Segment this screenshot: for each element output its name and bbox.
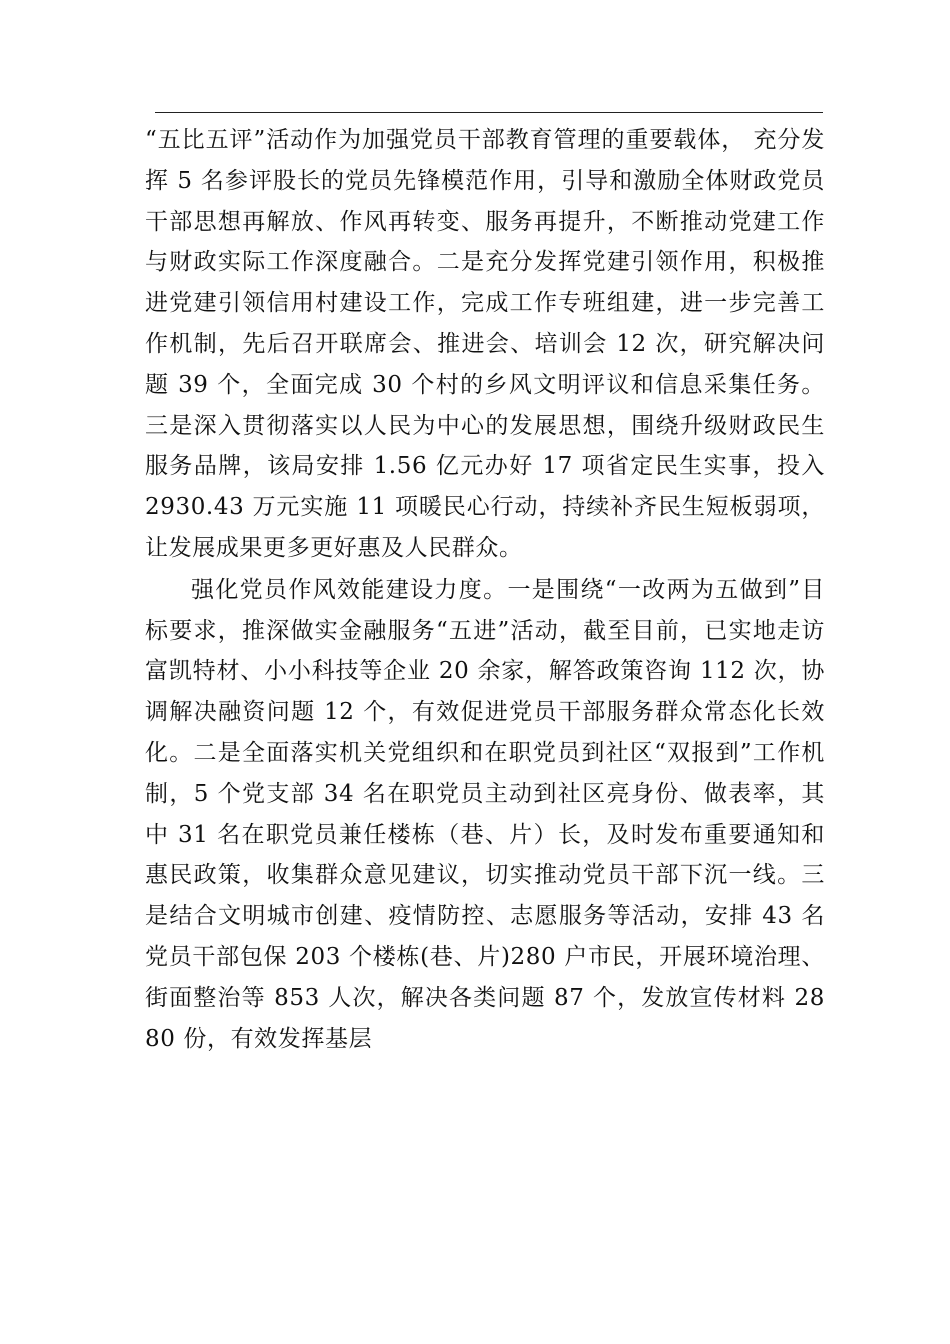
header-rule (155, 112, 823, 113)
paragraph-party-building: “五比五评”活动作为加强党员干部教育管理的重要载体， 充分发挥 5 名参评股长的党员先锋模范作用，引导和激励全体财政党员干部思想再解放、作风再转变、服务再提升，不断推动党建工作与财政实际工作深度融合。二是充分发挥党建引领作用，积极推进党建引领信用村建设工作，完成工作专班组建，进一步完善工作机制，先后召开联席会、推进会、培训会 12 次，研究解决问题 39 个，全面完成 30 个村的乡风文明评议和信息采集任务。三是深入贯彻落实以人民为中心的发展思想，围绕升级财政民生服务品牌，该局安排 1.56 亿元办好 17 项省定民生实事，投入 2930.43 万元实施 11 项暖民心行动，持续补齐民生短板弱项，让发展成果更多更好惠及人民群众。 (145, 127, 825, 561)
body-text (145, 120, 825, 1059)
paragraph-work-style: 强化党员作风效能建设力度。一是围绕“一改两为五做到”目标要求，推深做实金融服务“五进”活动，截至目前，已实地走访富凯特材、小小科技等企业 20 余家，解答政策咨询 112 次，协调解决融资问题 12 个，有效促进党员干部服务群众常态化长效化。二是全面落实机关党组织和在职党员到社区“双报到”工作机制，5 个党支部 34 名在职党员主动到社区亮身份、做表率，其中 31 名在职党员兼任楼栋（巷、片）长，及时发布重要通知和惠民政策，收集群众意见建议，切实推动党员干部下沉一线。三是结合文明城市创建、疫情防控、志愿服务等活动，安排 43 名党员干部包保 203 个楼栋(巷、片)280 户市民，开展环境治理、街面整治等 853 人次，解决各类问题 87 个，发放宣传材料 2880 份，有效发挥基层 (145, 576, 825, 1052)
